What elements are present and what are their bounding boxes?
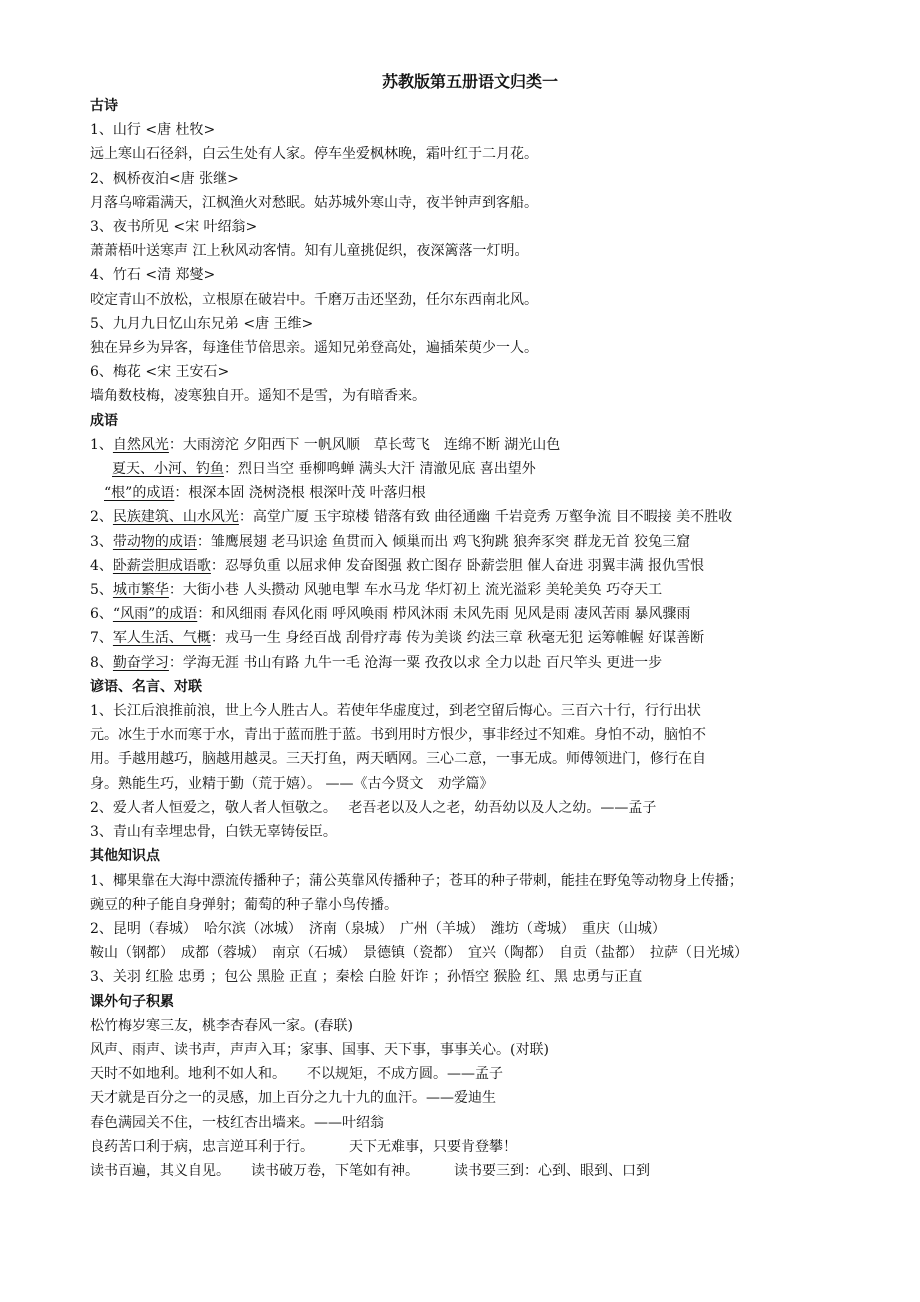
poem-text: 咬定青山不放松，立根原在破岩中。千磨万击还坚劲，任尔东西南北风。 bbox=[90, 291, 538, 308]
knowledge-line: 鞍山（钢都） 成都（蓉城） 南京（石城） 景德镇（瓷都） 宜兴（陶都） 自贡（盐都） 拉萨（日光城） bbox=[90, 945, 748, 962]
idiom-list: 大雨滂沱 夕阳西下 一帆风顺 草长莺飞 连绵不断 湖光山色 bbox=[182, 436, 561, 453]
idiom-colon: ： bbox=[238, 509, 253, 526]
idiom-line bbox=[90, 481, 850, 505]
idiom-colon: ： bbox=[168, 654, 183, 671]
poem-text: 远上寒山石径斜，白云生处有人家。停车坐爱枫林晚，霜叶红于二月花。 bbox=[90, 146, 538, 163]
poem-title: 3、夜书所见 <宋 叶绍翁> bbox=[90, 219, 258, 236]
section-heading-proverbs: 谚语、名言、对联 bbox=[90, 678, 202, 695]
knowledge-line: 豌豆的种子能自身弹射；葡萄的种子靠小鸟传播。 bbox=[90, 896, 398, 913]
knowledge-line: 2、昆明（春城） 哈尔滨（冰城） 济南（泉城） 广州（羊城） 潍坊（鸢城） 重庆（山城） bbox=[90, 920, 666, 937]
sentence-line: 天才就是百分之一的灵感，加上百分之九十九的血汗。——爱迪生 bbox=[90, 1090, 496, 1107]
idiom-list: 高堂广厦 玉宇琼楼 错落有致 曲径通幽 千岩竞秀 万壑争流 目不暇接 美不胜收 bbox=[252, 509, 733, 526]
proverb-line: 1、长江后浪推前浪，世上今人胜古人。若使年华虚度过，到老空留后悔心。三百六十行，行行出状 bbox=[90, 703, 701, 720]
proverb-line: 3、青山有幸埋忠骨，白铁无辜铸佞臣。 bbox=[90, 824, 337, 841]
idiom-number: 7、 bbox=[90, 630, 113, 647]
idiom-number: 5、 bbox=[90, 582, 113, 599]
idiom-number: 1、 bbox=[90, 436, 113, 453]
idiom-line bbox=[90, 457, 850, 481]
idiom-line bbox=[90, 433, 850, 457]
idiom-list: 大街小巷 人头攒动 风驰电掣 车水马龙 华灯初上 流光溢彩 美轮美奂 巧夺天工 bbox=[182, 582, 663, 599]
idiom-category: 民族建筑、山水风光 bbox=[112, 509, 239, 526]
proverb-line: 2、爱人者人恒爱之，敬人者人恒敬之。 老吾老以及人之老，幼吾幼以及人之幼。——孟子 bbox=[90, 799, 657, 816]
idiom-colon: ： bbox=[174, 485, 189, 502]
knowledge-line: 3、关羽 红脸 忠勇 ；包公 黑脸 正直 ；秦桧 白脸 奸诈 ；孙悟空 猴脸 红、黑 忠勇与正直 bbox=[90, 969, 643, 986]
sentence-line: 天时不如地利。地利不如人和。 不以规矩，不成方圆。——孟子 bbox=[90, 1066, 503, 1083]
idiom-category: 城市繁华 bbox=[112, 582, 169, 599]
idiom-line bbox=[90, 505, 850, 529]
idiom-category: “根”的成语 bbox=[104, 485, 175, 502]
poem-title: 6、梅花 <宋 王安石> bbox=[90, 364, 230, 381]
proverb-line: 身。熟能生巧，业精于勤（荒于嬉）。 ——《古今贤文 劝学篇》 bbox=[90, 775, 494, 792]
poem-text: 月落乌啼霜满天，江枫渔火对愁眠。姑苏城外寒山寺，夜半钟声到客船。 bbox=[90, 194, 538, 211]
sentence-line: 风声、雨声、读书声，声声入耳；家事、国事、天下事，事事关心。(对联) bbox=[90, 1041, 549, 1058]
idiom-number: 6、 bbox=[90, 606, 113, 623]
idiom-category: “风雨”的成语 bbox=[112, 606, 198, 623]
idiom-number: 4、 bbox=[90, 557, 113, 574]
idiom-list: 和风细雨 春风化雨 呼风唤雨 栉风沐雨 未风先雨 见风是雨 凄风苦雨 暴风骤雨 bbox=[211, 606, 691, 623]
idiom-line bbox=[90, 626, 850, 650]
poem-text: 墙角数枝梅，凌寒独自开。遥知不是雪，为有暗香来。 bbox=[90, 388, 426, 405]
idiom-list: 忍辱负重 以屈求伸 发奋图强 救亡图存 卧薪尝胆 催人奋进 羽翼丰满 报仇雪恨 bbox=[224, 557, 705, 574]
idiom-category: 军人生活、气概 bbox=[112, 630, 211, 647]
section-heading-other: 其他知识点 bbox=[90, 848, 160, 865]
poem-title: 2、枫桥夜泊<唐 张继> bbox=[90, 170, 239, 187]
poem-title: 1、山行 <唐 杜牧> bbox=[90, 122, 216, 139]
idiom-colon: ： bbox=[168, 582, 183, 599]
idiom-line bbox=[90, 554, 850, 578]
poem-text: 萧萧梧叶送寒声 江上秋风动客情。知有儿童挑促织，夜深篱落一灯明。 bbox=[90, 243, 529, 260]
document-page bbox=[90, 0, 850, 1183]
proverb-line: 用。手越用越巧，脑越用越灵。三天打鱼，两天晒网。三心二意，一事无成。师傅领进门，修行在自 bbox=[90, 751, 706, 768]
section-heading-idioms: 成语 bbox=[90, 412, 118, 429]
idiom-number: 2、 bbox=[90, 509, 113, 526]
idiom-number: 8、 bbox=[90, 654, 113, 671]
idiom-line bbox=[90, 651, 850, 675]
section-heading-extra: 课外句子积累 bbox=[90, 993, 174, 1010]
idiom-colon: ： bbox=[196, 533, 211, 550]
idiom-category: 夏天、小河、钓鱼 bbox=[112, 461, 224, 478]
poem-text: 独在异乡为异客，每逢佳节倍思亲。遥知兄弟登高处，遍插茱萸少一人。 bbox=[90, 340, 538, 357]
document-title: 苏教版第五册语文归类一 bbox=[381, 72, 558, 91]
idiom-colon: ： bbox=[224, 461, 238, 478]
idiom-category: 勤奋学习 bbox=[112, 654, 169, 671]
sentence-line: 春色满园关不住，一枝红杏出墙来。——叶绍翁 bbox=[90, 1114, 384, 1131]
knowledge-line: 1、椰果靠在大海中漂流传播种子；蒲公英靠风传播种子；苍耳的种子带刺，能挂在野兔等动物身上传播； bbox=[90, 872, 743, 889]
idiom-list: 学海无涯 书山有路 九牛一毛 沧海一粟 孜孜以求 全力以赴 百尺竿头 更进一步 bbox=[182, 654, 663, 671]
idiom-category: 自然风光 bbox=[112, 436, 169, 453]
idiom-list: 烈日当空 垂柳鸣蝉 满头大汗 清澈见底 喜出望外 bbox=[238, 461, 536, 478]
section-heading-poems: 古诗 bbox=[90, 98, 118, 114]
idiom-number: 3、 bbox=[90, 533, 113, 550]
idiom-colon: ： bbox=[210, 557, 225, 574]
idiom-line bbox=[90, 602, 850, 626]
idiom-list: 戎马一生 身经百战 刮骨疗毒 传为美谈 约法三章 秋毫无犯 运筹帷幄 好谋善断 bbox=[224, 630, 705, 647]
idiom-colon: ： bbox=[210, 630, 225, 647]
poem-title: 5、九月九日忆山东兄弟 <唐 王维> bbox=[90, 315, 314, 332]
idiom-line bbox=[90, 578, 850, 602]
idiom-category: 卧薪尝胆成语歌 bbox=[112, 557, 211, 574]
proverb-line: 元。冰生于水而寒于水，青出于蓝而胜于蓝。书到用时方恨少，事非经过不知难。身怕不动，脑怕不 bbox=[90, 727, 706, 744]
idiom-colon: ： bbox=[168, 436, 183, 453]
idiom-category: 带动物的成语 bbox=[112, 533, 197, 550]
sentence-line: 良药苦口利于病，忠言逆耳利于行。 天下无难事，只要肯登攀！ bbox=[90, 1138, 517, 1155]
idiom-list: 雏鹰展翅 老马识途 鱼贯而入 倾巢而出 鸡飞狗跳 狼奔豕突 群龙无首 狡兔三窟 bbox=[210, 533, 691, 550]
sentence-line: 读书百遍，其义自见。 读书破万卷，下笔如有神。 读书要三到：心到、眼到、口到 bbox=[90, 1162, 650, 1179]
idiom-line bbox=[90, 530, 850, 554]
idiom-colon: ： bbox=[197, 606, 212, 623]
idiom-list: 根深本固 浇树浇根 根深叶茂 叶落归根 bbox=[188, 485, 426, 502]
sentence-line: 松竹梅岁寒三友，桃李杏春风一家。(春联) bbox=[90, 1017, 353, 1034]
poem-title: 4、竹石 <清 郑燮> bbox=[90, 267, 216, 284]
